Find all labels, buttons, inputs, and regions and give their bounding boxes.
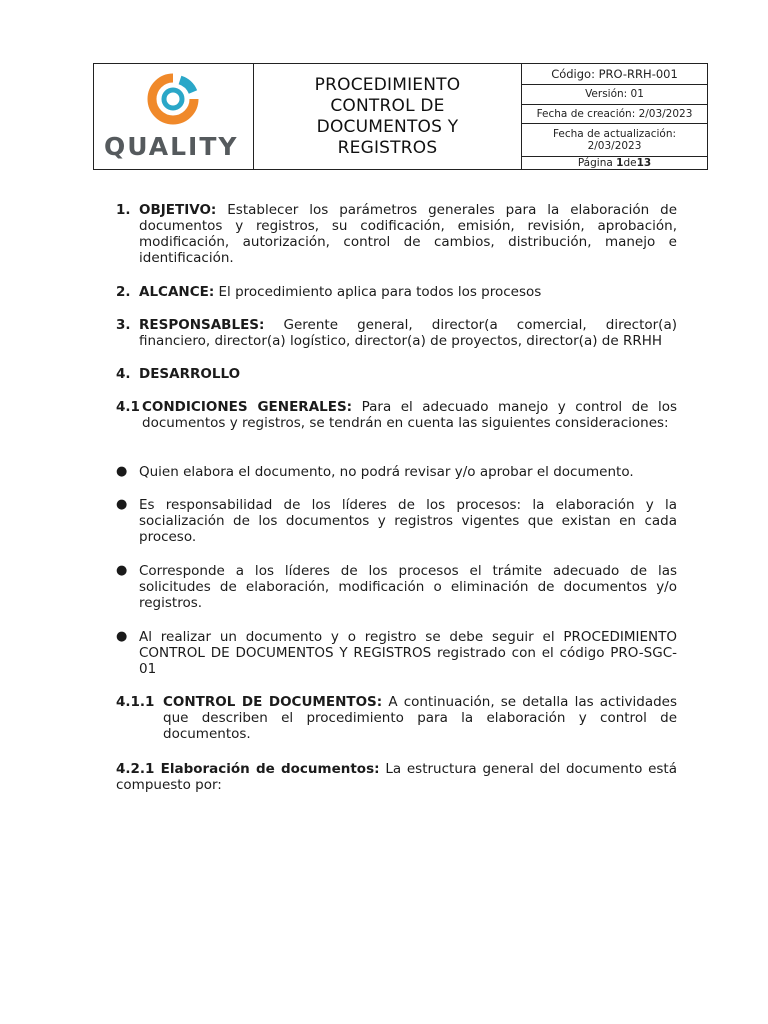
objetivo-number: 1. xyxy=(116,202,131,218)
logo-cell xyxy=(94,64,254,169)
bullet-item: Quien elabora el documento, no podrá revisar y/o aprobar el documento. xyxy=(139,464,634,480)
control-label: CONTROL DE DOCUMENTOS: xyxy=(163,694,383,710)
condiciones-paragraph xyxy=(142,399,677,431)
responsables-number: 3. xyxy=(116,317,131,333)
condiciones-number: 4.1 xyxy=(116,399,140,415)
control-text: A continuación, se detalla las actividades que describen el procedimiento para la elaboración y control de documentos. xyxy=(163,694,677,742)
desarrollo-heading: DESARROLLO xyxy=(139,366,241,382)
bullet-item: Al realizar un documento y o registro se debe seguir el PROCEDIMIENTO CONTROL DE DOCUMENTOS Y REGISTROS registrado con el código PRO-SGC-01 xyxy=(139,629,677,677)
alcance-text: El procedimiento aplica para todos los procesos xyxy=(218,284,542,300)
page-prefix: Página xyxy=(577,156,613,169)
bullet-marker: ● xyxy=(116,497,128,512)
bullet-item: Es responsabilidad de los líderes de los procesos: la elaboración y la socialización de los documentos y registros vigentes que existan en cada proceso. xyxy=(139,497,677,545)
condiciones-label: CONDICIONES GENERALES: xyxy=(142,399,353,415)
page-mid: de xyxy=(623,156,637,169)
control-paragraph xyxy=(163,694,677,742)
update-date-value: 2/03/2023 xyxy=(587,140,642,153)
page-current: 1 xyxy=(616,156,624,169)
responsables-paragraph xyxy=(139,317,677,349)
quality-logo-icon xyxy=(144,70,202,128)
alcance-label: ALCANCE: xyxy=(139,284,215,300)
creation-date: Fecha de creación: 2/03/2023 xyxy=(522,105,707,125)
elaboracion-paragraph xyxy=(116,761,677,793)
update-date-label: Fecha de actualización: xyxy=(552,128,677,141)
document-code: Código: PRO-RRH-001 xyxy=(522,64,707,85)
page-number xyxy=(522,157,707,169)
alcance-paragraph xyxy=(139,284,677,300)
objetivo-paragraph xyxy=(139,202,677,266)
responsables-text: Gerente general, director(a comercial, director(a) financiero, director(a) logístico, director(a) de proyectos, director(a) de RRHH xyxy=(139,317,677,349)
objetivo-text: Establecer los parámetros generales para la elaboración de documentos y registros, su codificación, emisión, revisión, aprobación, modificación, autorización, control de cambios, distribución, manejo e identificación. xyxy=(139,202,677,266)
bullet-marker: ● xyxy=(116,629,128,644)
bullet-marker: ● xyxy=(116,464,128,479)
bullet-item: Corresponde a los líderes de los procesos el trámite adecuado de las solicitudes de elaboración, modificación o eliminación de documentos y/o registros. xyxy=(139,563,677,611)
metadata-cell xyxy=(522,64,707,169)
title-cell xyxy=(254,64,522,169)
elaboracion-text: La estructura general del documento está compuesto por: xyxy=(116,761,677,793)
page-total: 13 xyxy=(636,156,652,169)
elaboracion-label: 4.2.1 Elaboración de documentos: xyxy=(116,761,380,777)
logo-wordmark: QUALITY xyxy=(104,132,239,161)
condiciones-text: Para el adecuado manejo y control de los documentos y registros, se tendrán en cuenta las siguientes consideraciones: xyxy=(142,399,678,431)
document-header-table xyxy=(93,63,708,170)
control-number: 4.1.1 xyxy=(116,694,155,710)
desarrollo-number: 4. xyxy=(116,366,131,382)
responsables-label: RESPONSABLES: xyxy=(139,317,265,333)
objetivo-label: OBJETIVO: xyxy=(139,202,217,218)
bullet-marker: ● xyxy=(116,563,128,578)
alcance-number: 2. xyxy=(116,284,131,300)
update-date xyxy=(522,124,707,157)
document-title: PROCEDIMIENTO CONTROL DE DOCUMENTOS Y REGISTROS xyxy=(314,74,461,158)
document-version: Versión: 01 xyxy=(522,85,707,105)
